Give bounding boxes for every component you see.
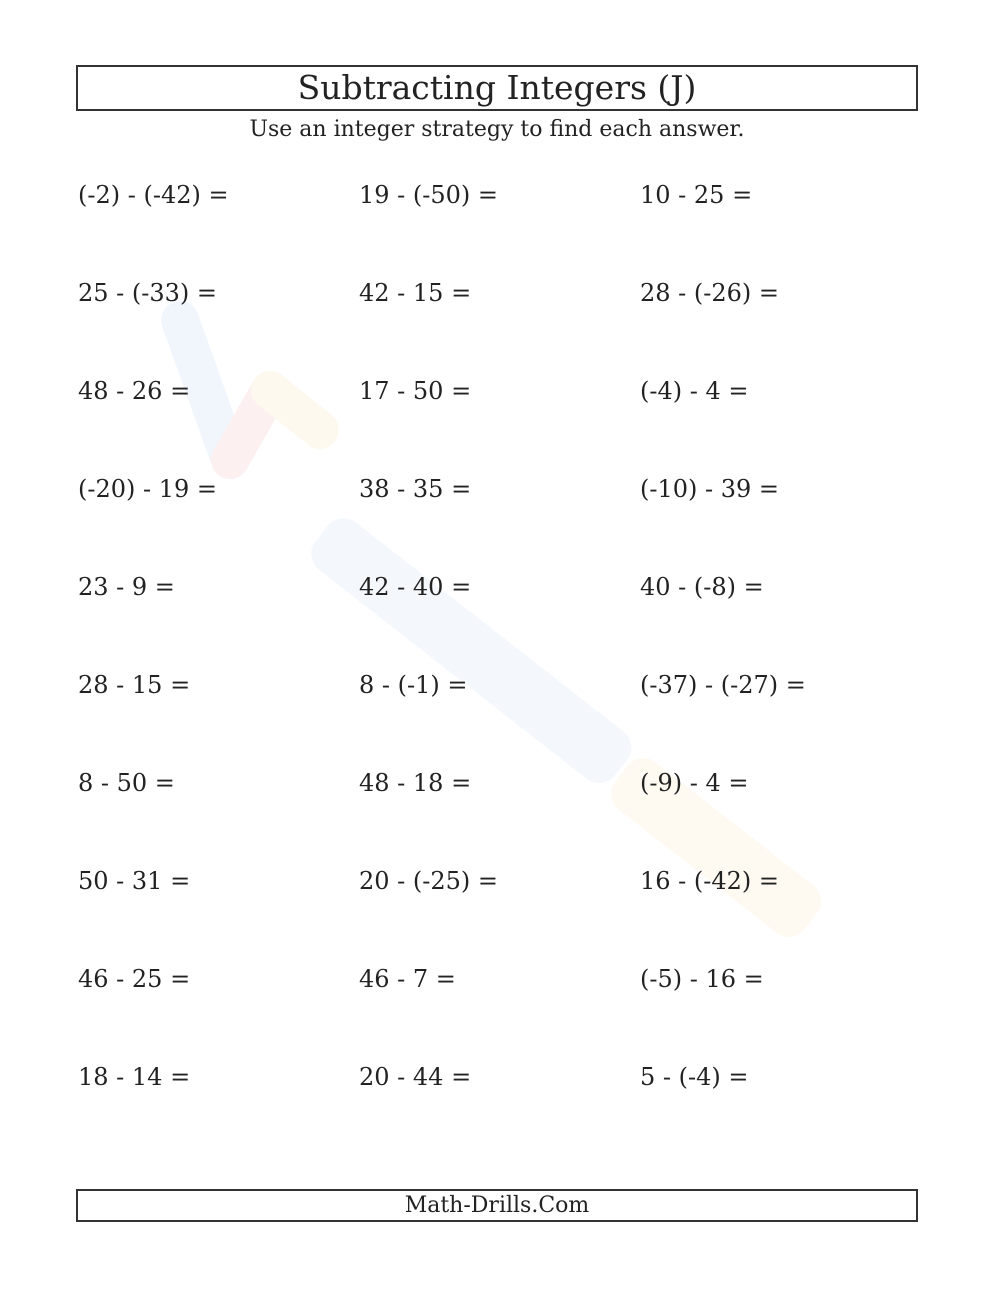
problem-item: 20 - (-25) = — [359, 867, 499, 895]
problem-item: (-20) - 19 = — [78, 475, 218, 503]
problem-item: 42 - 15 = — [359, 279, 472, 307]
title-box — [76, 65, 918, 111]
instructions-text: Use an integer strategy to find each answer. — [249, 117, 745, 142]
problem-item: 5 - (-4) = — [640, 1063, 749, 1091]
problem-item: 40 - (-8) = — [640, 573, 764, 601]
problem-item: 48 - 26 = — [78, 377, 191, 405]
problem-item: (-2) - (-42) = — [78, 181, 229, 209]
problem-item: 23 - 9 = — [78, 573, 175, 601]
footer-box — [76, 1189, 918, 1222]
page-title: Subtracting Integers (J) — [297, 68, 697, 107]
problem-item: 28 - 15 = — [78, 671, 191, 699]
problem-row — [78, 570, 920, 668]
problem-item: 46 - 7 = — [359, 965, 456, 993]
problem-item: 10 - 25 = — [640, 181, 753, 209]
problem-item: 8 - 50 = — [78, 769, 175, 797]
problem-item: 48 - 18 = — [359, 769, 472, 797]
problem-row — [78, 766, 920, 864]
problem-item: 8 - (-1) = — [359, 671, 468, 699]
problem-grid — [78, 178, 920, 1158]
problem-item: 38 - 35 = — [359, 475, 472, 503]
problem-item: (-4) - 4 = — [640, 377, 749, 405]
problem-item: 18 - 14 = — [78, 1063, 191, 1091]
problem-item: 16 - (-42) = — [640, 867, 780, 895]
problem-item: (-10) - 39 = — [640, 475, 780, 503]
problem-item: (-9) - 4 = — [640, 769, 749, 797]
problem-item: 42 - 40 = — [359, 573, 472, 601]
problem-item: 46 - 25 = — [78, 965, 191, 993]
problem-row — [78, 962, 920, 1060]
problem-row — [78, 472, 920, 570]
problem-row — [78, 1060, 920, 1158]
problem-item: 20 - 44 = — [359, 1063, 472, 1091]
problem-item: 50 - 31 = — [78, 867, 191, 895]
problem-item: (-37) - (-27) = — [640, 671, 806, 699]
problem-item: 28 - (-26) = — [640, 279, 780, 307]
problem-row — [78, 864, 920, 962]
problem-row — [78, 668, 920, 766]
problem-item: 19 - (-50) = — [359, 181, 499, 209]
problem-row — [78, 178, 920, 276]
problem-item: (-5) - 16 = — [640, 965, 764, 993]
footer-site-name: Math-Drills.Com — [404, 1193, 590, 1218]
problem-item: 17 - 50 = — [359, 377, 472, 405]
problem-row — [78, 374, 920, 472]
problem-item: 25 - (-33) = — [78, 279, 218, 307]
problem-row — [78, 276, 920, 374]
